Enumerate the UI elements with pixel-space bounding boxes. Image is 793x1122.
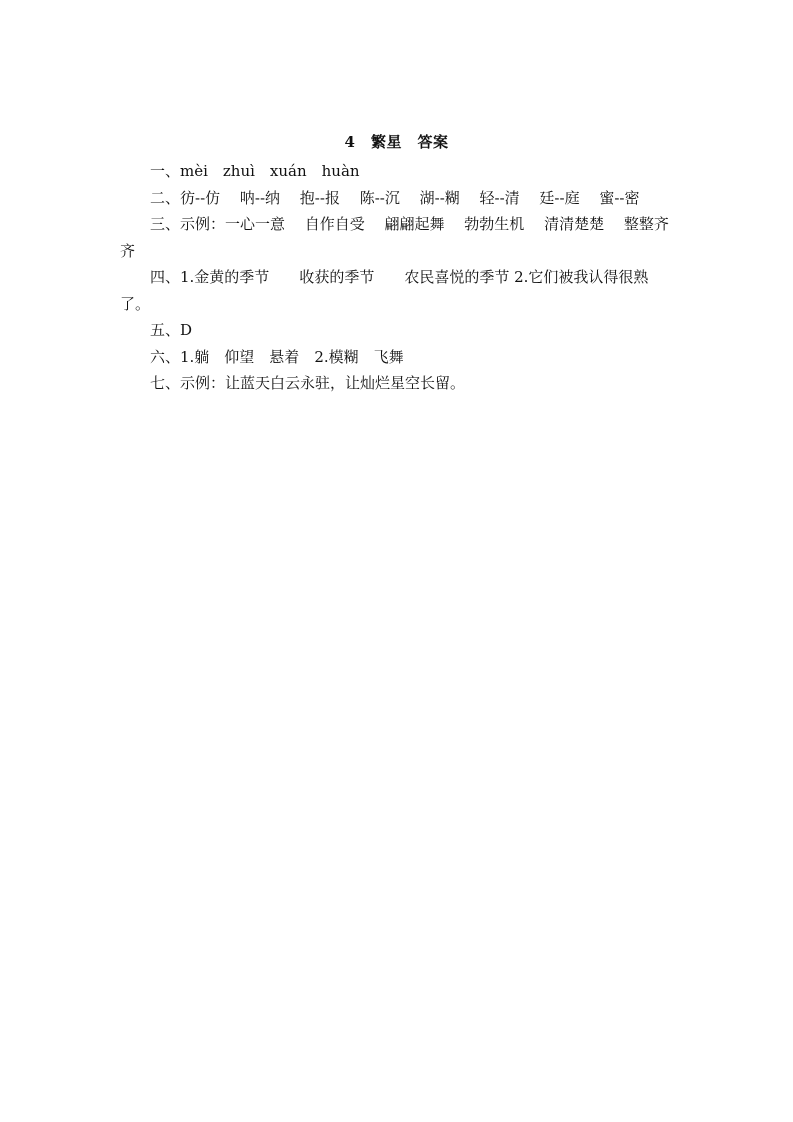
- answer-item-2: 二、彷--仿 呐--纳 抱--报 陈--沉 湖--糊 轻--清 廷--庭 蜜--密: [150, 188, 640, 207]
- answer-item-5: 五、D: [150, 321, 193, 339]
- answer-item-7: 七、示例：让蓝天白云永驻，让灿烂星空长留。: [150, 374, 466, 392]
- answer-list: [120, 158, 676, 397]
- answer-item-6: 六、1.躺 仰望 悬着 2.模糊 飞舞: [150, 347, 404, 366]
- answer-item-3: 三、示例：一心一意 自作自受 翩翩起舞 勃勃生机 清清楚楚 整整齐齐: [120, 215, 669, 260]
- answer-item-4: 四、1.金黄的季节 收获的季节 农民喜悦的季节 2.它们被我认得很熟了。: [120, 268, 649, 313]
- document-title: 4 繁星 答案: [344, 133, 449, 151]
- answer-item-1: 一、mèi zhuì xuán huàn: [150, 162, 360, 180]
